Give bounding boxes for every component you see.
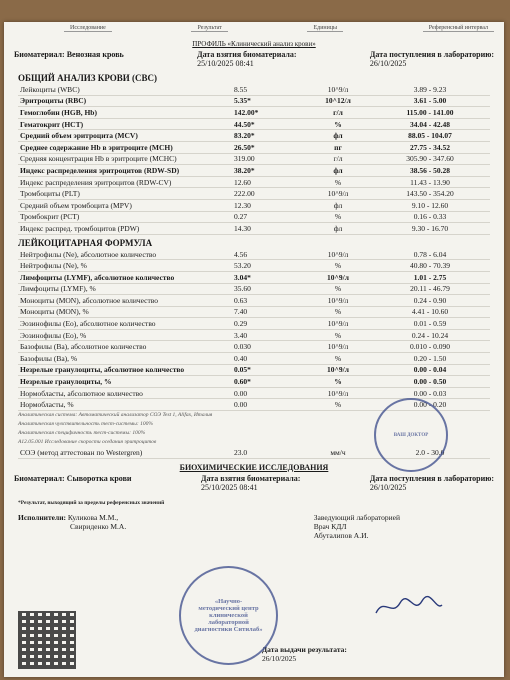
cell-name: Эозинофилы (Eo), %: [18, 329, 232, 341]
esr-ref: 2.0 - 30.0: [370, 447, 490, 458]
bio-taken-date: Дата взятия биоматериала: 25/10/2025 08:41: [200, 473, 301, 492]
cell-ref: 1.01 - 2.75: [370, 271, 490, 283]
table-row: [18, 295, 490, 307]
cell-name: Эритроциты (RBC): [18, 95, 232, 107]
table-row: [18, 211, 490, 223]
bio-title: БИОХИМИЧЕСКИЕ ИССЛЕДОВАНИЯ: [179, 462, 329, 472]
cell-ref: 0.00 - 0.03: [370, 387, 490, 399]
cell-unit: 10^9/л: [306, 364, 370, 376]
cell-name: Нормобласты, абсолютное количество: [18, 387, 232, 399]
formula-title: ЛЕЙКОЦИТАРНАЯ ФОРМУЛА: [18, 237, 153, 248]
cell-value: 8.55: [232, 84, 306, 95]
cell-name: Эозинофилы (Eo), абсолютное количество: [18, 318, 232, 330]
table-row: [18, 153, 490, 165]
biomaterial-row: [4, 48, 504, 70]
cell-ref: 20.11 - 46.79: [370, 283, 490, 295]
cell-name: Нейтрофилы (Ne), абсолютное количество: [18, 249, 232, 260]
cell-ref: 0.78 - 6.04: [370, 249, 490, 260]
footnote: Аналитическая система: Автоматический анализатор СОЭ Test 1, Alifax, Италия: [18, 412, 213, 419]
out-of-range-legend: *Результат, выходящий за пределы референсных значений: [18, 499, 165, 506]
table-row: [18, 165, 490, 177]
cell-ref: 3.89 - 9.23: [370, 84, 490, 95]
table-row: [18, 188, 490, 200]
table-row: [18, 318, 490, 330]
cell-value: 142.00*: [232, 107, 306, 119]
cell-unit: %: [306, 176, 370, 188]
cell-ref: 38.56 - 50.28: [370, 165, 490, 177]
table-row: [18, 223, 490, 235]
cell-name: Лимфоциты (LYMF), %: [18, 283, 232, 295]
cell-value: 53.20: [232, 260, 306, 272]
cell-ref: 0.00 - 0.20: [370, 399, 490, 411]
cell-value: 0.030: [232, 341, 306, 353]
received-date: Дата поступления в лабораторию: 26/10/2025: [369, 50, 494, 68]
col-header-units: Единицы: [307, 25, 343, 32]
cell-unit: г/л: [306, 107, 370, 119]
cell-name: Моноциты (MON), %: [18, 306, 232, 318]
cell-value: 4.56: [232, 249, 306, 260]
cell-name: Базофилы (Ba), абсолютное количество: [18, 341, 232, 353]
cell-value: 0.63: [232, 295, 306, 307]
col-header-test: Исследование: [64, 25, 112, 32]
cell-ref: 9.30 - 16.70: [370, 223, 490, 235]
cell-unit: %: [306, 399, 370, 411]
cell-value: 3.40: [232, 329, 306, 341]
cell-value: 319.00: [232, 153, 306, 165]
cell-value: 14.30: [232, 223, 306, 235]
cell-value: 83.20*: [232, 130, 306, 142]
cell-unit: 10^9/л: [306, 387, 370, 399]
profile-title: ПРОФИЛЬ «Клинический анализ крови»: [192, 40, 316, 48]
cell-value: 0.00: [232, 399, 306, 411]
cell-name: Гематокрит (HCT): [18, 118, 232, 130]
cell-value: 0.60*: [232, 376, 306, 388]
cell-ref: 3.61 - 5.00: [370, 95, 490, 107]
table-row: [18, 176, 490, 188]
cell-name: Индекс распределения эритроцитов (RDW-CV): [18, 176, 232, 188]
formula-table: [18, 249, 490, 411]
cell-unit: г/л: [306, 153, 370, 165]
cell-value: 7.40: [232, 306, 306, 318]
cell-unit: 10^9/л: [306, 318, 370, 330]
cell-value: 35.60: [232, 283, 306, 295]
qr-code-icon: [18, 611, 76, 669]
cell-unit: %: [306, 283, 370, 295]
col-header-reference: Референсный интервал: [423, 25, 494, 32]
footnote: А12.05.001 Исследование скорости оседания эритроцитов: [18, 439, 157, 446]
esr-value: 23.0: [232, 447, 306, 458]
footnote: Аналитическая специфичность тест-системы: 100%: [18, 430, 146, 437]
cell-ref: 40.80 - 70.39: [370, 260, 490, 272]
table-row: [18, 329, 490, 341]
cell-unit: 10^9/л: [306, 249, 370, 260]
cell-unit: %: [306, 306, 370, 318]
signers: [4, 507, 504, 540]
cell-ref: 0.20 - 1.50: [370, 353, 490, 365]
table-row: [18, 306, 490, 318]
cell-ref: 143.50 - 354.20: [370, 188, 490, 200]
column-headers: [4, 22, 504, 32]
cell-name: Индекс распред. тромбоцитов (PDW): [18, 223, 232, 235]
cell-name: Тромбоциты (PLT): [18, 188, 232, 200]
cell-unit: 10^12/л: [306, 95, 370, 107]
table-row: [18, 84, 490, 95]
biomaterial-label: Биоматериал: Венозная кровь: [14, 50, 124, 59]
cell-ref: 9.10 - 12.60: [370, 199, 490, 211]
doctor-stamp: ВАШ ДОКТОР: [374, 398, 448, 472]
cell-unit: %: [306, 118, 370, 130]
cell-value: 5.35*: [232, 95, 306, 107]
cell-ref: 0.010 - 0.090: [370, 341, 490, 353]
performers: Исполнители: Куликова М.М., Свириденко М.А.: [18, 512, 127, 531]
table-row: [18, 199, 490, 211]
lab-stamp: «Научно-методический центр клинической лабораторной диагностики Ситилаб»: [179, 566, 278, 665]
cell-name: Тромбокрит (PCT): [18, 211, 232, 223]
cell-value: 12.60: [232, 176, 306, 188]
cell-ref: 305.90 - 347.60: [370, 153, 490, 165]
table-row: [18, 141, 490, 153]
cell-ref: 11.43 - 13.90: [370, 176, 490, 188]
cell-name: Базофилы (Ba), %: [18, 353, 232, 365]
cell-name: Средний объем эритроцита (MCV): [18, 130, 232, 142]
cell-name: Моноциты (MON), абсолютное количество: [18, 295, 232, 307]
cell-unit: %: [306, 211, 370, 223]
table-row: [18, 118, 490, 130]
cell-unit: 10^9/л: [306, 188, 370, 200]
cell-name: Индекс распределения эритроцитов (RDW-SD): [18, 165, 232, 177]
cell-ref: 0.01 - 0.59: [370, 318, 490, 330]
cell-ref: 34.04 - 42.48: [370, 118, 490, 130]
cell-unit: 10^9/л: [306, 295, 370, 307]
lab-head: Заведующий лабораторией Врач КДЛ Абуталипов А.И.: [313, 512, 400, 540]
table-row: [18, 271, 490, 283]
footnote: Аналитическая чувствительность тест-системы: 100%: [18, 421, 153, 428]
cell-ref: 0.24 - 10.24: [370, 329, 490, 341]
cell-name: Нейтрофилы (Ne), %: [18, 260, 232, 272]
bio-biomaterial-row: [4, 472, 504, 494]
cell-value: 0.40: [232, 353, 306, 365]
table-row: [18, 353, 490, 365]
cell-unit: фл: [306, 199, 370, 211]
bio-received-date: Дата поступления в лабораторию: 26/10/2025: [369, 473, 494, 492]
cell-ref: 4.41 - 10.60: [370, 306, 490, 318]
cell-name: Средняя концентрация Hb в эритроците (MCHC): [18, 153, 232, 165]
cell-value: 0.29: [232, 318, 306, 330]
cell-ref: 27.75 - 34.52: [370, 141, 490, 153]
cell-unit: %: [306, 329, 370, 341]
cell-value: 0.00: [232, 387, 306, 399]
cell-value: 0.05*: [232, 364, 306, 376]
col-header-result: Результат: [191, 25, 227, 32]
cell-unit: 10^9/л: [306, 84, 370, 95]
cbc-table: [18, 84, 490, 235]
bio-biomaterial: Биоматериал: Сыворотка крови: [14, 473, 132, 483]
cell-value: 44.50*: [232, 118, 306, 130]
cell-ref: 88.05 - 104.07: [370, 130, 490, 142]
cell-name: Среднее содержание Hb в эритроците (MCH): [18, 141, 232, 153]
taken-date: Дата взятия биоматериала: 25/10/2025 08:41: [197, 50, 297, 68]
cell-unit: 10^9/л: [306, 341, 370, 353]
cell-value: 26.50*: [232, 141, 306, 153]
cell-name: Незрелые гранулоциты, абсолютное количество: [18, 364, 232, 376]
table-row: [18, 341, 490, 353]
cell-unit: %: [306, 260, 370, 272]
cell-ref: 0.16 - 0.33: [370, 211, 490, 223]
cell-value: 0.27: [232, 211, 306, 223]
cell-name: Лимфоциты (LYMF), абсолютное количество: [18, 271, 232, 283]
cell-value: 38.20*: [232, 165, 306, 177]
cell-unit: 10^9/л: [306, 271, 370, 283]
table-row: [18, 260, 490, 272]
cell-unit: фл: [306, 223, 370, 235]
cell-unit: фл: [306, 165, 370, 177]
cell-name: Гемоглобин (HGB, Hb): [18, 107, 232, 119]
cell-ref: 115.00 - 141.00: [370, 107, 490, 119]
cell-ref: 0.00 - 0.50: [370, 376, 490, 388]
cell-name: Лейкоциты (WBC): [18, 84, 232, 95]
cell-unit: фл: [306, 130, 370, 142]
table-row: [18, 107, 490, 119]
cell-value: 12.30: [232, 199, 306, 211]
cell-unit: %: [306, 353, 370, 365]
issue-date: Дата выдачи результата: 26/10/2025: [262, 645, 347, 663]
table-row: [18, 364, 490, 376]
table-row: [18, 283, 490, 295]
cell-name: Нормобласты, %: [18, 399, 232, 411]
table-row: [18, 376, 490, 388]
cell-value: 222.00: [232, 188, 306, 200]
cbc-title: ОБЩИЙ АНАЛИЗ КРОВИ (CBC): [18, 73, 158, 83]
esr-name: СОЭ (метод аттестован по Westergren): [18, 447, 232, 458]
table-row: [18, 130, 490, 142]
table-row: [18, 249, 490, 260]
cell-ref: 0.00 - 0.04: [370, 364, 490, 376]
cell-ref: 0.24 - 0.90: [370, 295, 490, 307]
esr-unit: мм/ч: [306, 447, 370, 458]
cell-unit: %: [306, 376, 370, 388]
table-row: [18, 387, 490, 399]
signature-icon: [374, 595, 444, 619]
cell-value: 3.04*: [232, 271, 306, 283]
cell-name: Средний объем тромбоцита (MPV): [18, 199, 232, 211]
lab-report-sheet: [4, 22, 504, 677]
table-row: [18, 95, 490, 107]
cell-name: Незрелые гранулоциты, %: [18, 376, 232, 388]
cell-unit: пг: [306, 141, 370, 153]
